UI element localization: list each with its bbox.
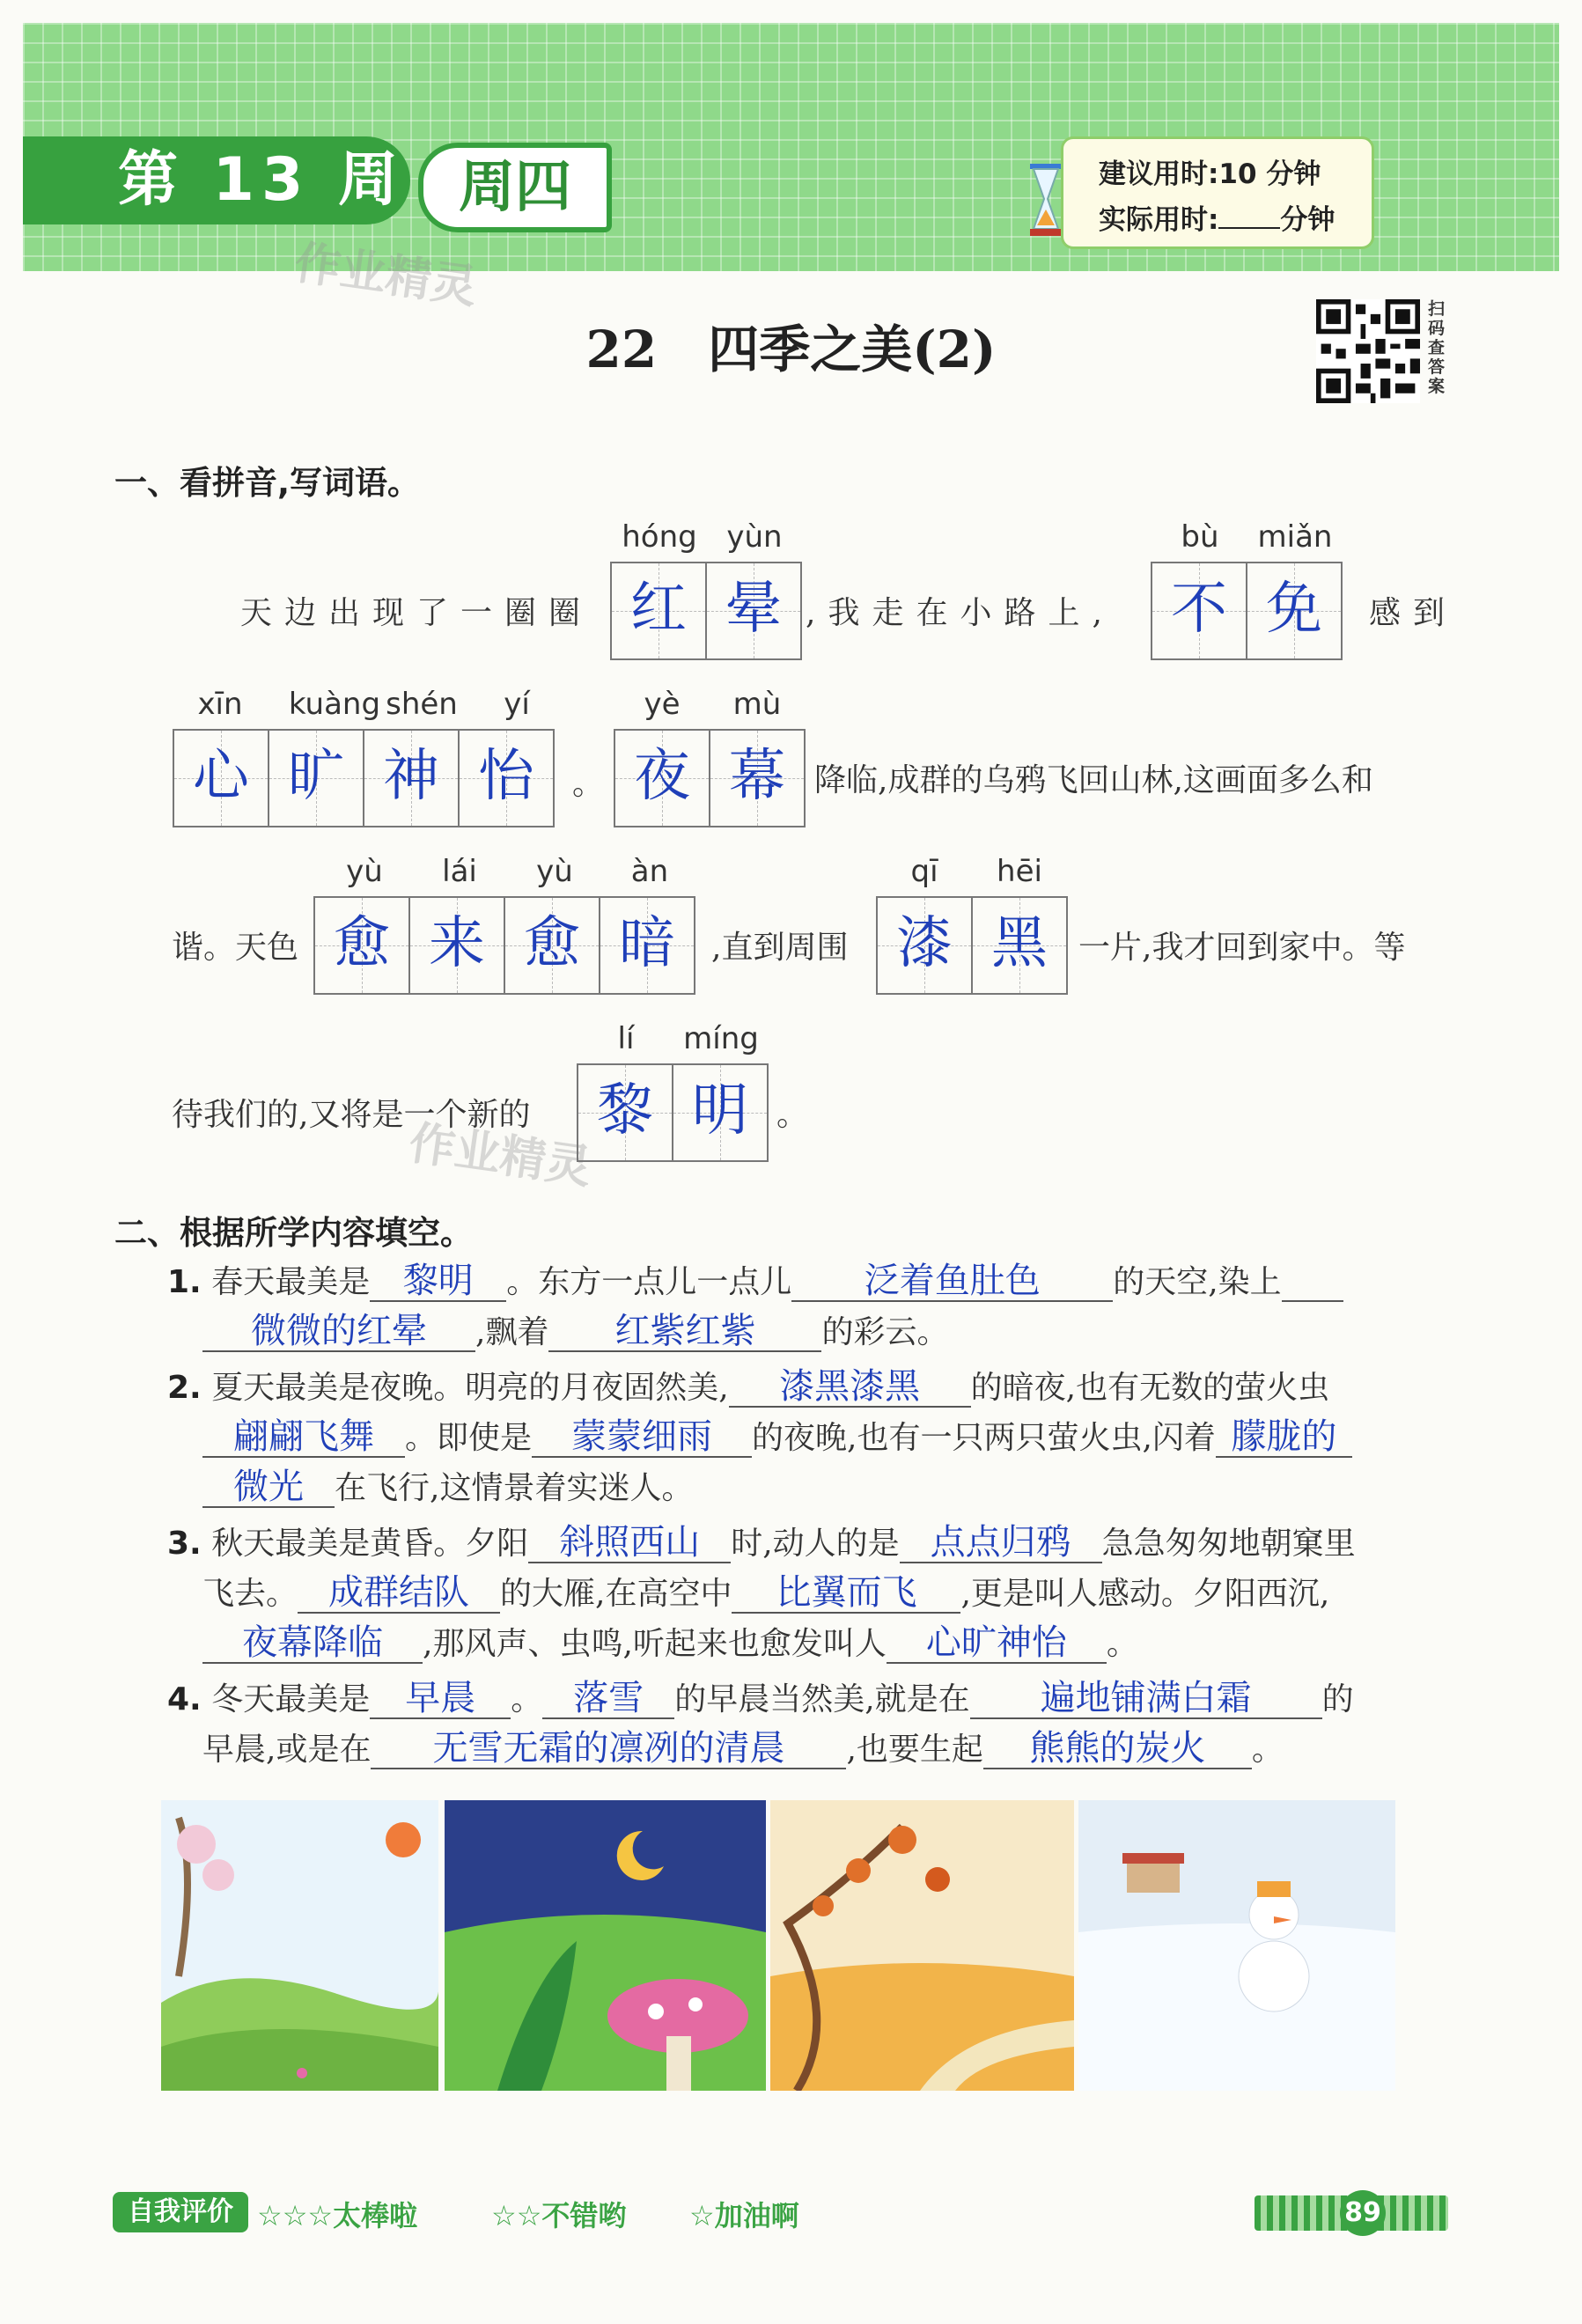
text: 天边出现了一圈圈: [240, 595, 593, 631]
rating-excellent[interactable]: ☆☆☆太棒啦: [257, 2199, 418, 2232]
answer-blank[interactable]: 熊熊的炭火: [983, 1729, 1252, 1769]
grid-cell[interactable]: 漆: [878, 898, 973, 993]
pinyin: lí: [617, 1021, 635, 1056]
watermark: 作业精灵: [291, 236, 481, 315]
page-title: 22 四季之美(2): [585, 320, 997, 379]
grid-cell[interactable]: 晕: [707, 563, 802, 658]
q1-line2: 微微的红晕 ,飘着 红紫红紫 的彩云。: [202, 1307, 948, 1352]
q4-line2: 早晨,或是在 无雪无霜的凛冽的清晨 ,也要生起 熊熊的炭火 。: [202, 1728, 1284, 1769]
grid-cell[interactable]: 暗: [600, 898, 695, 993]
word-grid-3: [173, 729, 555, 827]
pinyin: hēi: [997, 854, 1042, 889]
text: 待我们的,又将是一个新的: [172, 1097, 531, 1133]
text: 。: [572, 766, 605, 802]
pinyin: kuàng: [288, 687, 381, 722]
text: 谐。天色: [172, 930, 299, 966]
grid-cell[interactable]: 免: [1247, 563, 1343, 658]
word-grid-6: [876, 896, 1068, 995]
pinyin: shén: [386, 687, 458, 722]
pinyin: bù: [1181, 519, 1219, 555]
qr-label: 扫码查答案: [1428, 299, 1446, 396]
answer-blank[interactable]: 无雪无霜的凛冽的清晨: [371, 1729, 846, 1769]
grid-cell[interactable]: 来: [410, 898, 505, 993]
page-number: 89: [1340, 2190, 1386, 2236]
answer-blank[interactable]: 黎明: [370, 1261, 506, 1302]
grid-cell[interactable]: 夜: [615, 731, 710, 826]
text: ,我走在小路上,: [806, 595, 1115, 631]
rating-good[interactable]: ☆☆不错哟: [491, 2199, 627, 2232]
actual-time: 实际用时: 分钟: [1099, 204, 1336, 236]
spring-picture: [161, 1800, 438, 2091]
grid-cell[interactable]: 红: [612, 563, 707, 658]
pinyin: míng: [683, 1021, 759, 1056]
suggested-time: 建议用时:10 分钟: [1099, 158, 1321, 190]
answer-blank[interactable]: 微微的红晕: [202, 1312, 475, 1352]
q2-line3: 微光 在飞行,这情景着实迷人。: [202, 1463, 693, 1508]
word-grid-2: [1151, 562, 1343, 660]
section1-heading: 一、看拼音,写词语。: [114, 464, 421, 502]
q2-line1: 2. 夏天最美是夜晚。明亮的月夜固然美, 漆黑漆黑 的暗夜,也有无数的萤火虫: [167, 1366, 1330, 1407]
answer-blank[interactable]: 成群结队: [298, 1573, 500, 1614]
q1-line1: 1. 春天最美是 黎明 。东方一点儿一点儿 泛着鱼肚色 的天空,染上: [167, 1257, 1343, 1302]
pinyin: yùn: [726, 519, 783, 555]
answer-blank[interactable]: 心旷神怡: [887, 1623, 1107, 1664]
answer-blank[interactable]: 比翼而飞: [732, 1573, 960, 1614]
day-tab: 周四: [418, 143, 612, 232]
footer: [0, 2192, 1582, 2236]
summer-night-picture: [445, 1800, 766, 2091]
answer-blank[interactable]: 斜照西山: [528, 1523, 731, 1563]
pinyin: miǎn: [1257, 519, 1333, 555]
answer-blank[interactable]: 朦胧的: [1216, 1417, 1352, 1458]
answer-blank[interactable]: 早晨: [370, 1679, 511, 1719]
answer-blank[interactable]: 点点归鸦: [900, 1523, 1102, 1563]
pinyin: xīn: [197, 687, 243, 722]
answer-blank[interactable]: 红紫红紫: [548, 1312, 821, 1352]
text: ,直到周围: [711, 930, 849, 966]
watermark: 作业精灵: [406, 1116, 595, 1195]
grid-cell[interactable]: 不: [1152, 563, 1247, 658]
answer-blank[interactable]: 蒙蒙细雨: [532, 1417, 752, 1458]
q3-line3: 夜幕降临 ,那风声、虫鸣,听起来也愈发叫人 心旷神怡 。: [202, 1619, 1138, 1664]
answer-blank[interactable]: 落雪: [542, 1679, 674, 1719]
section2-heading: 二、根据所学内容填空。: [114, 1214, 473, 1252]
self-eval-label: 自我评价: [113, 2192, 248, 2232]
answer-blank[interactable]: 漆黑漆黑: [729, 1367, 971, 1408]
q3-line1: 3. 秋天最美是黄昏。夕阳 斜照西山 时,动人的是 点点归鸦 急急匆匆地朝窠里: [167, 1522, 1356, 1563]
grid-cell[interactable]: 心: [174, 731, 269, 826]
qr-code-icon[interactable]: [1316, 299, 1420, 403]
star-icon: ☆☆: [491, 2199, 542, 2232]
answer-blank[interactable]: [1282, 1300, 1343, 1302]
pinyin: yí: [504, 687, 530, 722]
grid-cell[interactable]: 幕: [710, 731, 806, 826]
pinyin: yù: [536, 854, 573, 889]
pinyin: yè: [644, 687, 681, 722]
text: 感到: [1369, 595, 1458, 631]
answer-blank[interactable]: 夜幕降临: [202, 1623, 423, 1664]
answer-blank[interactable]: 泛着鱼肚色: [791, 1261, 1113, 1302]
answer-blank[interactable]: 遍地铺满白霜: [970, 1679, 1322, 1719]
word-grid-5: [313, 896, 695, 995]
grid-cell[interactable]: 旷: [269, 731, 364, 826]
grid-cell[interactable]: 黑: [973, 898, 1068, 993]
text: 。: [776, 1097, 809, 1133]
hourglass-icon: [1028, 164, 1063, 238]
grid-cell[interactable]: 黎: [578, 1065, 673, 1160]
word-grid-4: [614, 729, 806, 827]
answer-blank[interactable]: 微光: [202, 1467, 335, 1508]
word-grid-1: [610, 562, 802, 660]
winter-picture: [1078, 1800, 1395, 2091]
actual-time-blank[interactable]: [1218, 206, 1280, 229]
grid-cell[interactable]: 怡: [460, 731, 555, 826]
q3-line2: 飞去。 成群结队 的大雁,在高空中 比翼而飞 ,更是叫人感动。夕阳西沉,: [202, 1572, 1330, 1613]
star-icon: ☆: [689, 2199, 715, 2232]
text: 降临,成群的乌鸦飞回山林,这画面多么和: [814, 762, 1373, 798]
q2-line2: 翩翩飞舞 。即使是 蒙蒙细雨 的夜晚,也有一只两只萤火虫,闪着 朦胧的: [202, 1413, 1352, 1458]
pinyin: lái: [442, 854, 477, 889]
pinyin: yù: [346, 854, 383, 889]
text: 一片,我才回到家中。等: [1078, 930, 1406, 966]
grid-cell[interactable]: 愈: [315, 898, 410, 993]
pinyin: hóng: [622, 519, 697, 555]
grid-cell[interactable]: 神: [364, 731, 460, 826]
pinyin: àn: [630, 854, 669, 889]
pinyin: qī: [910, 854, 938, 889]
autumn-picture: [770, 1800, 1074, 2091]
week-tab: 第 13 周: [23, 136, 410, 224]
star-icon: ☆☆☆: [257, 2199, 334, 2232]
grid-cell[interactable]: 明: [673, 1065, 769, 1160]
rating-keep-going[interactable]: ☆加油啊: [689, 2199, 799, 2232]
pinyin: mù: [732, 687, 782, 722]
word-grid-7: [577, 1063, 769, 1162]
grid-cell[interactable]: 愈: [505, 898, 600, 993]
q4-line1: 4. 冬天最美是 早晨 。 落雪 的早晨当然美,就是在 遍地铺满白霜 的: [167, 1678, 1354, 1718]
answer-blank[interactable]: 翩翩飞舞: [202, 1417, 405, 1458]
time-box: [1061, 136, 1374, 249]
